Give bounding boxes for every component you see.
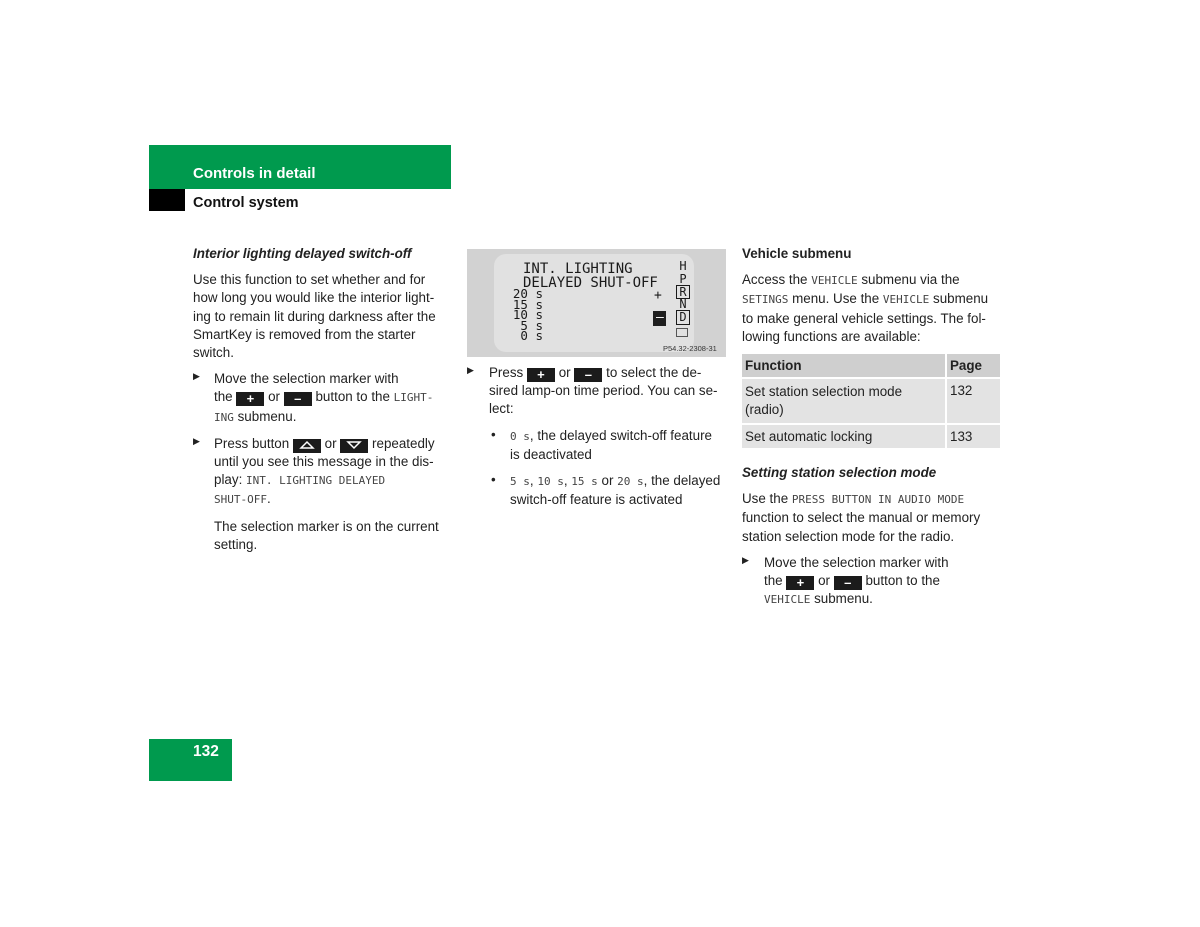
section-title: Controls in detail	[193, 165, 316, 182]
instruction-step: ▶ Move the selection marker with the + or – button to the VEHICLE submenu.	[742, 554, 949, 607]
column-1	[193, 245, 458, 554]
bullet-item: • 0 s, the delayed switch-off feature is deactivated	[491, 426, 712, 462]
display-value: 20 s	[512, 286, 543, 301]
table-cell: 132	[946, 378, 1000, 424]
note-paragraph: The selection marker is on the current setting.	[214, 518, 439, 552]
minus-button-icon: –	[284, 392, 312, 406]
step-arrow-icon: ▶	[467, 365, 474, 375]
plus-button-icon: +	[786, 576, 814, 590]
subsection-title: Control system	[193, 195, 299, 211]
plus-button-icon: +	[236, 392, 264, 406]
display-minus: –	[656, 310, 664, 325]
display-values	[511, 286, 543, 344]
figure-reference: P54.32-2308-31	[663, 344, 717, 353]
down-button-icon	[340, 439, 368, 453]
table-cell: Set automatic locking	[742, 424, 946, 449]
table-header-cell: Page	[946, 354, 1000, 378]
bullet-item: • 5 s, 10 s, 15 s or 20 s, the delayed switch-off feature is activated	[491, 472, 721, 508]
bullet-dot-icon: •	[491, 472, 496, 488]
gear-letter: P	[679, 271, 687, 286]
display-value: 0 s	[520, 328, 543, 344]
step-arrow-icon: ▶	[742, 554, 749, 565]
gear-indicator	[677, 260, 689, 324]
display-plus: +	[654, 288, 662, 303]
display-value: 5 s	[520, 317, 543, 333]
instruction-step: ▶ Press button or repeatedly until you see this message in the dis- play: INT. LIGHTING DELAYED SHUT-OFF. The selection marker is on the current setting.	[193, 435, 458, 554]
gear-letter: N	[679, 297, 687, 312]
display-small-icon	[676, 328, 688, 337]
page-number: 132	[193, 743, 219, 760]
header-black-mark	[149, 189, 185, 211]
section-heading: Vehicle submenu	[742, 246, 852, 261]
section-heading: Interior lighting delayed switch-off	[193, 246, 412, 261]
minus-button-icon: –	[574, 368, 602, 382]
display-line-1: INT. LIGHTING	[523, 261, 633, 277]
plus-button-icon: +	[527, 368, 555, 382]
display-value: 15 s	[512, 296, 543, 312]
table-header-row	[742, 354, 1000, 378]
table-cell: 133	[946, 424, 1000, 449]
paragraph: Use the PRESS BUTTON IN AUDIO MODE function to select the manual or memory station selection mode for the radio.	[742, 491, 981, 544]
section-heading: Setting station selection mode	[742, 465, 937, 481]
table-row	[742, 378, 1000, 424]
column-2	[467, 364, 729, 509]
display-value: 10 s	[512, 307, 543, 323]
table-row	[742, 424, 1000, 449]
table-cell: Set station selection mode (radio)	[742, 378, 946, 424]
display-line-2: DELAYED SHUT-OFF	[523, 275, 658, 291]
paragraph: Access the VEHICLE submenu via the SETINGS menu. Use the VEHICLE submenu to make general vehicle settings. The fol- lowing functions are available:	[742, 272, 989, 344]
step-arrow-icon: ▶	[193, 371, 200, 382]
page-number-box	[149, 739, 232, 781]
gear-letter: D	[677, 311, 689, 324]
gear-letter: H	[679, 259, 687, 273]
instruction-step: ▶ Move the selection marker with the + or – button to the LIGHT- ING submenu.	[193, 371, 434, 424]
table-header-cell: Function	[742, 354, 946, 378]
bullet-dot-icon: •	[491, 426, 496, 442]
display-figure	[467, 249, 726, 357]
up-button-icon	[293, 439, 321, 453]
step-arrow-icon: ▶	[193, 435, 200, 446]
gear-letter: R	[677, 286, 689, 299]
instruction-step: ▶ Press + or – to select the de- sired lamp-on time period. You can se- lect: • 0 s, the delayed switch-off feature is deactivated • 5 s, 10 s, 15 s or 20 s, the delayed switch-off feature is activated	[467, 364, 729, 509]
function-table	[742, 354, 1000, 450]
intro-paragraph: Use this function to set whether and for how long you would like the interior light- ing to remain lit during darkness after the SmartKey is removed from the starter switch.	[193, 272, 436, 361]
minus-button-icon: –	[834, 576, 862, 590]
column-3	[742, 245, 1004, 609]
